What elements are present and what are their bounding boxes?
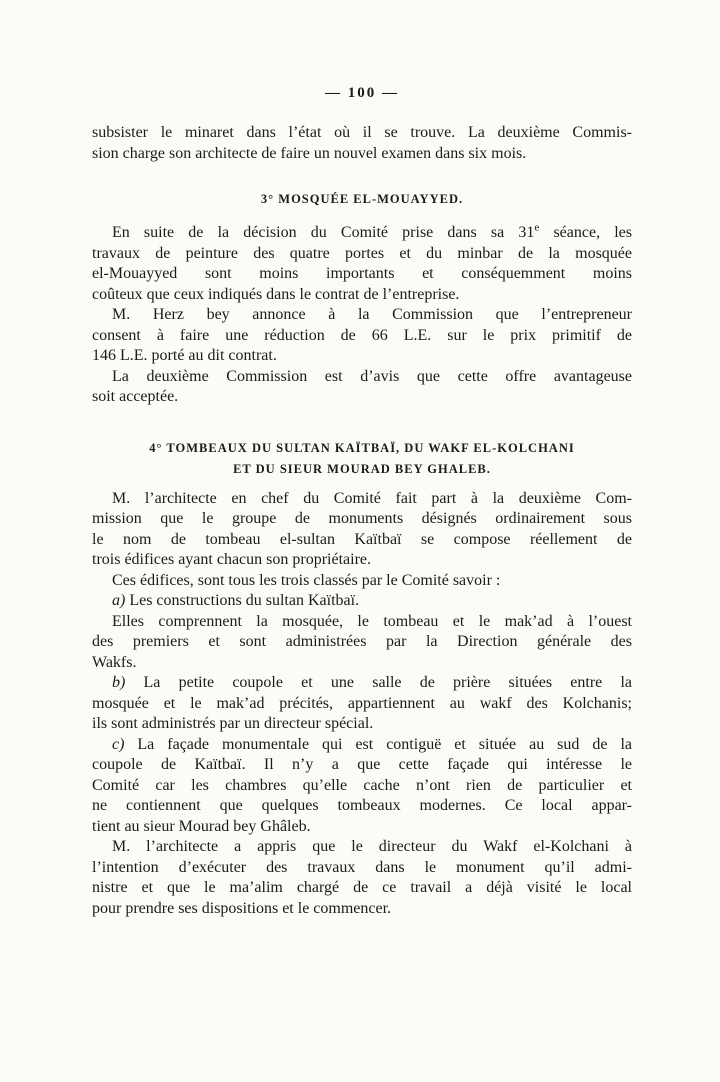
text-line: Elles comprennent la mosquée, le tombeau et le mak’ad à l’ouest <box>112 612 632 630</box>
paragraph <box>92 571 632 592</box>
paragraph-continuation <box>92 123 632 164</box>
paragraph <box>92 367 632 408</box>
text-line <box>92 735 632 756</box>
paragraph <box>92 305 632 367</box>
text-line: des premiers et sont administrées par la Direction générale des <box>92 633 632 650</box>
text-line: mission que le groupe de monuments désignés ordinairement sous <box>92 510 632 527</box>
text-segment: En suite de la décision du Comité prise dans sa 31 <box>112 224 535 241</box>
paragraph <box>92 489 632 571</box>
text-line: Wakfs. <box>92 653 137 671</box>
paragraph <box>92 612 632 674</box>
text-line <box>92 223 632 244</box>
text-line: coûteux que ceux indiqués dans le contrat de l’entreprise. <box>92 285 460 303</box>
text-line: travaux de peinture des quatre portes et du minbar de la mosquée <box>92 244 632 262</box>
text-segment: Les constructions du sultan Kaïtbaï. <box>125 592 360 609</box>
text-line: sion charge son architecte de faire un nouvel examen dans six mois. <box>92 144 527 162</box>
text-line: ne contiennent que quelques tombeaux modernes. Ce local appar- <box>92 797 632 814</box>
text-line: 146 L.E. porté au dit contrat. <box>92 347 277 364</box>
text-column <box>92 84 632 919</box>
text-segment: La petite coupole et une salle de prière situées entre la <box>125 674 632 691</box>
text-line: M. l’architecte a appris que le directeur du Wakf el-Kolchani à <box>112 838 632 855</box>
text-line: subsister le minaret dans l’état où il se trouve. La deuxième Commis- <box>92 124 632 141</box>
text-line: soit acceptée. <box>92 388 179 405</box>
heading-line: 4° TOMBEAUX DU SULTAN KAÏTBAÏ, DU WAKF EL-KOLCHANI <box>149 440 575 455</box>
text-line: Ces édifices, sont tous les trois classés par le Comité savoir : <box>112 571 501 589</box>
heading-line: ET DU SIEUR MOURAD BEY GHALEB. <box>233 461 491 476</box>
list-marker: a) <box>112 592 126 609</box>
text-line <box>92 591 632 612</box>
text-line: coupole de Kaïtbaï. Il n’y a que cette façade qui intéresse le <box>92 756 632 773</box>
paragraph <box>92 735 632 838</box>
text-line <box>92 673 632 694</box>
list-marker: c) <box>112 735 125 753</box>
section-heading-4 <box>92 438 632 480</box>
page-number: — 100 — <box>325 85 399 101</box>
section-heading-3: 3° MOSQUÉE EL-MOUAYYED. <box>260 192 464 206</box>
text-line: l’intention d’exécuter des travaux dans le monument qu’il admi- <box>92 858 632 876</box>
list-marker: b) <box>112 674 126 691</box>
text-line: pour prendre ses dispositions et le commencer. <box>92 899 392 917</box>
text-line: mosquée et le mak’ad précités, appartiennent au wakf des Kolchanis; <box>92 694 632 712</box>
text-line: M. l’architecte en chef du Comité fait part à la deuxième Com- <box>112 489 632 507</box>
text-line: tient au sieur Mourad bey Ghâleb. <box>92 817 311 835</box>
text-segment: séance, les <box>539 224 632 241</box>
paragraph <box>92 837 632 919</box>
text-line: el-Mouayyed sont moins importants et conséquemment moins <box>92 265 632 282</box>
text-line: La deuxième Commission est d’avis que cette offre avantageuse <box>112 367 632 385</box>
text-line: le nom de tombeau el-sultan Kaïtbaï se compose réellement de <box>92 530 632 548</box>
text-line: consent à faire une réduction de 66 L.E. sur le prix primitif de <box>92 326 632 344</box>
text-line: Comité car les chambres qu’elle cache n’ont rien de particulier et <box>92 776 632 794</box>
text-line: ils sont administrés par un directeur spécial. <box>92 715 374 732</box>
paragraph <box>92 591 632 612</box>
text-segment: La façade monumentale qui est contiguë et située au sud de la <box>124 735 632 753</box>
paragraph <box>92 223 632 305</box>
text-line: trois édifices ayant chacun son propriétaire. <box>92 551 371 568</box>
text-line: M. Herz bey annonce à la Commission que l’entrepreneur <box>112 306 632 323</box>
paragraph <box>92 673 632 735</box>
superscript: e <box>534 221 540 234</box>
text-line: nistre et que le ma’alim chargé de ce travail a déjà visité le local <box>92 879 632 896</box>
